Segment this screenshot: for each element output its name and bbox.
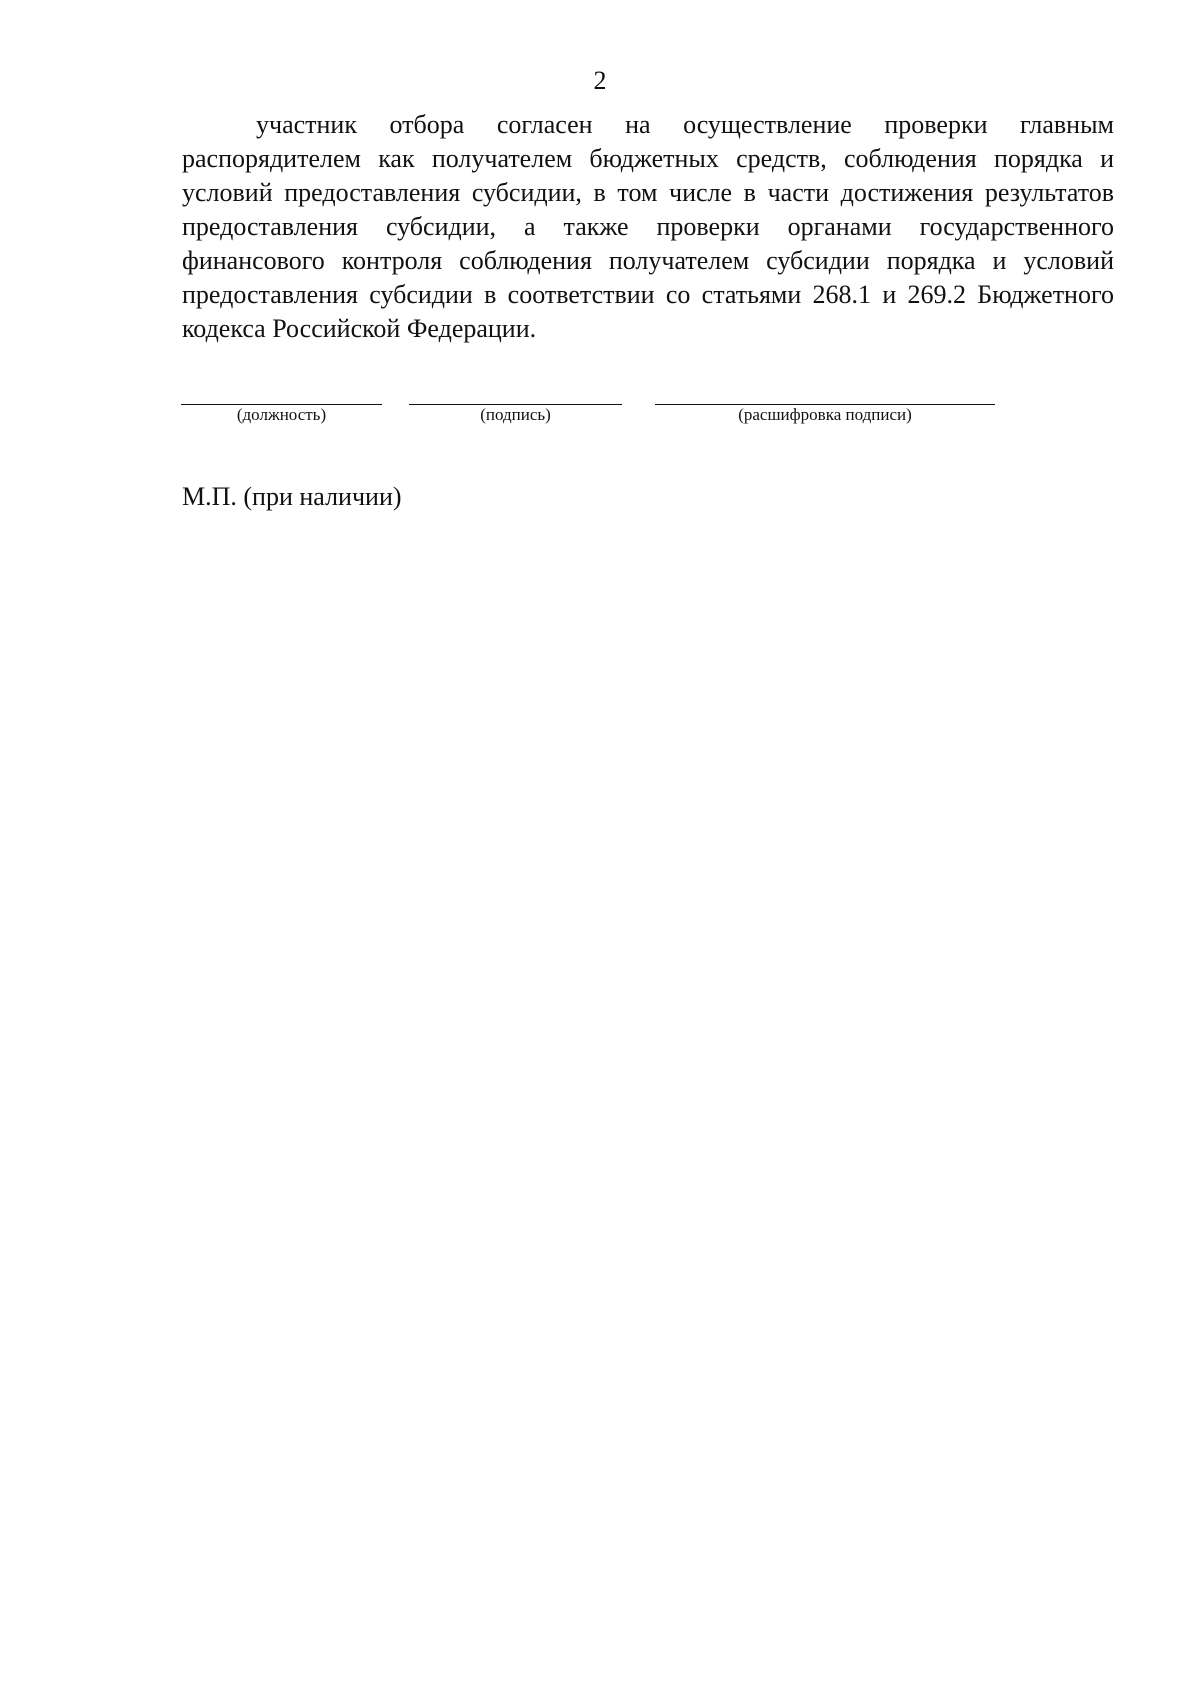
signature-decoding-field	[655, 404, 995, 444]
page-number: 2	[593, 66, 607, 95]
position-caption: (должность)	[236, 405, 327, 424]
stamp-note: М.П. (при наличии)	[182, 482, 402, 511]
consent-paragraph: участник отбора согласен на осуществление проверки главным распорядителем как получателем бюджетных средств, соблюдения порядка и условий предоставления субсидии, в том числе в части достижения результатов предоставления субсидии, а также проверки органами государственного финансового контроля соблюдения получателем субсидии порядка и условий предоставления субсидии в соответствии со статьями 268.1 и 269.2 Бюджетного кодекса Российской Федерации.	[182, 110, 1114, 343]
signature-caption: (подпись)	[480, 405, 551, 424]
signature-field	[409, 404, 622, 444]
position-field	[181, 404, 382, 444]
signature-decoding-caption: (расшифровка подписи)	[738, 405, 912, 424]
